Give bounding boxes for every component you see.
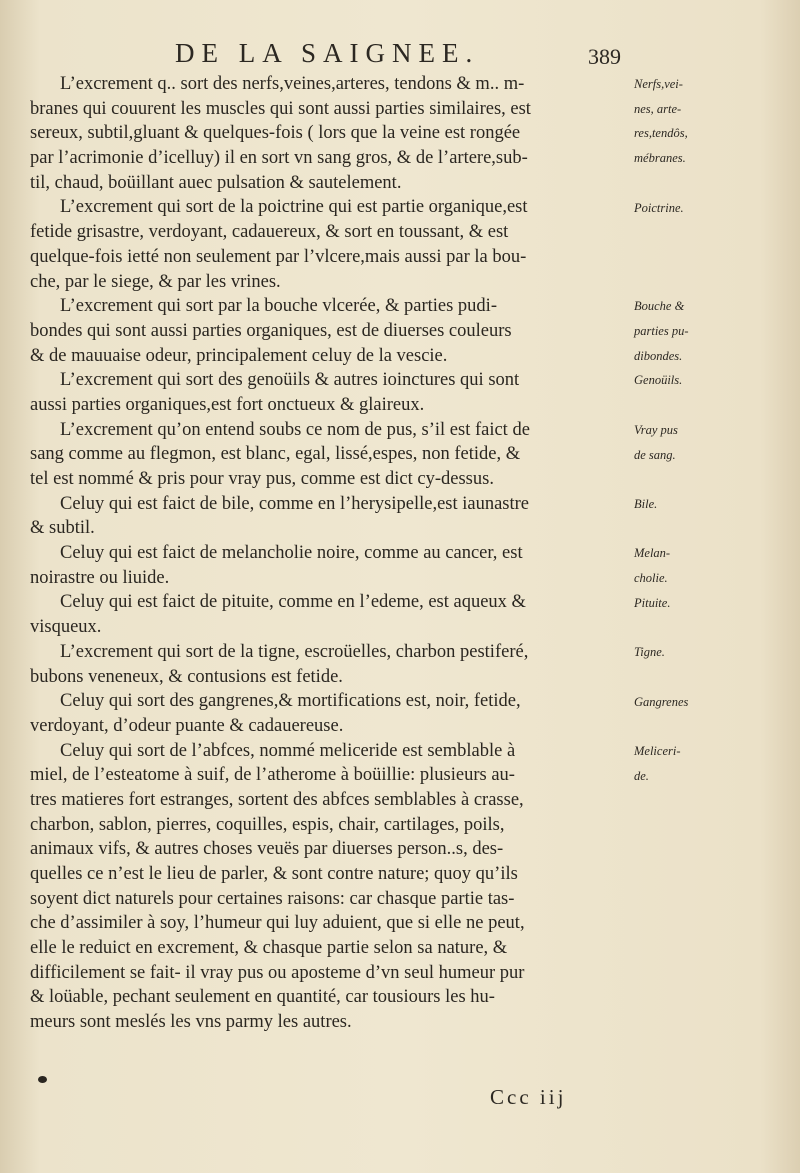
margin-note: dibondes. (634, 348, 683, 363)
text-line: elle le reduict en excrement, & chasque partie selon sa nature, & (30, 938, 508, 959)
text-line: soyent dict naturels pour certaines raisons: car chasque partie tas- (30, 888, 515, 909)
text-line: Celuy qui sort de l’abfces, nommé meliceride est semblable à (60, 740, 516, 761)
text-line: L’excrement q.. sort des nerfs,veines,arteres, tendons & m.. m- (60, 74, 525, 94)
text-line: tres matieres fort estranges, sortent des abfces semblables à crasse, (30, 789, 524, 810)
text-line: L’excrement qui sort de la poictrine qui est partie organique,est (60, 197, 528, 218)
page-number: 389 (588, 44, 621, 69)
text-line: difficilement se fait- il vray pus ou aposteme d’vn seul humeur pur (30, 962, 525, 983)
text-line: sang comme au flegmon, est blanc, egal, lissé,espes, non fetide, & (30, 444, 521, 465)
text-line: L’excrement qui sort par la bouche vlcerée, & parties pudi- (60, 296, 497, 317)
text-line: quelles ce n’est le lieu de parler, & sont contre nature; quoy qu’ils (30, 864, 518, 884)
margin-note: de. (634, 768, 649, 783)
text-line: branes qui couurent les muscles qui sont aussi parties similaires, est (30, 98, 531, 119)
margin-note: Tigne. (634, 645, 665, 660)
margin-note: res,tendôs, (634, 126, 688, 141)
text-line: & de mauuaise odeur, principalement celuy de la vescie. (30, 345, 448, 366)
text-line: & subtil. (30, 518, 95, 539)
margin-note: parties pu- (634, 324, 689, 338)
text-line: aussi parties organiques,est fort onctueux & glaireux. (30, 394, 425, 415)
margin-note: Melan- (634, 546, 671, 561)
margin-note: Meliceri- (634, 743, 681, 758)
text-line: bubons veneneux, & contusions est fetide. (30, 666, 343, 687)
text-line: miel, de l’esteatome à suif, de l’atherome à boüillie: plusieurs au- (30, 765, 515, 786)
text-line: meurs sont meslés les vns parmy les autres. (30, 1012, 352, 1033)
margin-note: Nerfs,vei- (634, 77, 683, 91)
text-line: Celuy qui est faict de melancholie noire, comme au cancer, est (60, 543, 523, 564)
text-line: bondes qui sont aussi parties organiques, est de diuerses couleurs (30, 320, 512, 341)
margin-note: Genoüils. (634, 373, 683, 388)
margin-note: Pituite. (634, 595, 671, 610)
main-text-block (30, 72, 630, 1035)
text-line: L’excrement qu’on entend soubs ce nom de pus, s’il est faict de (60, 419, 530, 440)
text-line: tel est nommé & pris pour vray pus, comme est dict cy-dessus. (30, 469, 494, 489)
text-line: quelque-fois ietté non seulement par l’vlcere,mais aussi par la bou- (30, 246, 527, 267)
text-line: Celuy qui est faict de bile, comme en l’herysipelle,est iaunastre (60, 493, 530, 514)
margin-note: mébranes. (634, 151, 686, 166)
margin-note: de sang. (634, 447, 676, 462)
margin-note: Bouche & (634, 299, 685, 314)
margin-note: Vray pus (634, 422, 678, 437)
text-line: par l’acrimonie d’icelluy) il en sort vn sang gros, & de l’artere,sub- (30, 148, 528, 169)
running-title: DE LA SAIGNEE. (175, 38, 480, 68)
margin-note: nes, arte- (634, 101, 682, 116)
text-line: L’excrement qui sort de la tigne, escroüelles, charbon pestiferé, (60, 641, 529, 662)
margin-note: Bile. (634, 496, 658, 511)
text-line: & loüable, pechant seulement en quantité, car tousiours les hu- (30, 987, 495, 1008)
text-line: verdoyant, d’odeur puante & cadauereuse. (30, 715, 344, 736)
text-line: che d’assimiler à soy, l’humeur qui luy aduient, que si elle ne peut, (30, 913, 525, 934)
text-line: sereux, subtil,gluant & quelques-fois ( lors que la veine est rongée (30, 123, 521, 144)
margin-note: cholie. (634, 571, 668, 585)
text-line: Celuy qui est faict de pituite, comme en l’edeme, est aqueux & (60, 592, 526, 613)
text-line: L’excrement qui sort des genoüils & autres ioinctures qui sont (60, 370, 520, 391)
text-line: noirastre ou liuide. (30, 567, 170, 588)
text-line: Celuy qui sort des gangrenes,& mortifications est, noir, fetide, (60, 691, 521, 712)
text-line: fetide grisastre, verdoyant, cadauereux, & sort en toussant, & est (30, 222, 509, 243)
text-line: til, chaud, boüillant auec pulsation & sautelement. (30, 172, 402, 193)
text-line: che, par le siege, & par les vrines. (30, 271, 281, 292)
ink-blot (38, 1076, 47, 1083)
margin-note: Poictrine. (634, 200, 684, 215)
text-line: animaux vifs, & autres choses veuës par diuerses person..s, des- (30, 839, 504, 860)
text-line: charbon, sablon, pierres, coquilles, espis, chair, cartilages, poils, (30, 814, 505, 835)
margin-note: Gangrenes (634, 694, 689, 709)
text-line: visqueux. (30, 617, 102, 638)
signature-mark: Ccc iij (490, 1085, 567, 1109)
